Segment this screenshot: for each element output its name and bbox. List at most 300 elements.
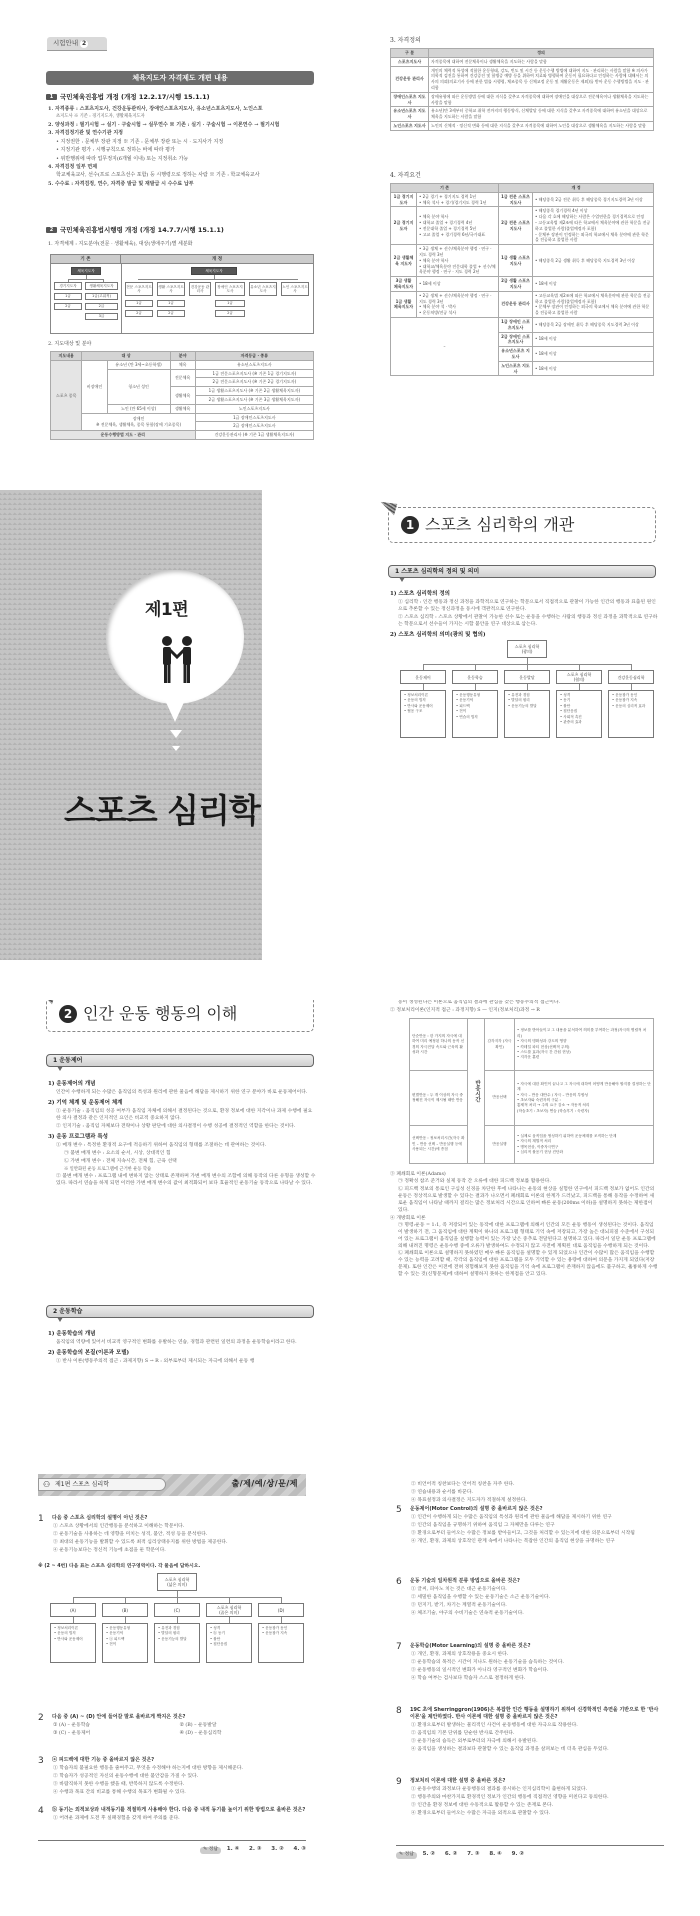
option[interactable]: ③ 연습내용과 순서를 바꾼다. xyxy=(411,1489,473,1495)
table-cell: 유소년 (만 3세~초등학생) xyxy=(107,360,170,369)
question-number: 9 xyxy=(396,1777,402,1787)
list-item: 3. 자격검정기관 및 연수기관 지정 xyxy=(48,130,123,137)
option[interactable]: ④ 학습 여부는 검사보다 학습자 스스로 결정하게 한다. xyxy=(411,1675,526,1681)
chapter-label: 제1편 스포츠 심리학 xyxy=(55,1481,110,1488)
paragraph: ④ 개방회로 이론 xyxy=(390,1215,426,1221)
org-grade: 2급 xyxy=(85,303,118,310)
list-item: • 지정기관 평가 : 시행규칙으로 정하는 바에 따라 평가 xyxy=(56,147,175,154)
bullet: • 지각운 훈련 xyxy=(517,1055,540,1060)
list-item: • 지정권한 : 문체부 장관 지정 ※ 기존 : 문체부 장관 또는 시 · 도지사가 지정 xyxy=(56,138,224,145)
bullet: • 자극에 대한 확인이 끝나고 그 자극에 대하여 어떻게 반응해야 할지를 결정하는 단계 xyxy=(517,1081,651,1092)
option[interactable]: ② 인간의 움직임을 규명하기 위하여 움직임 그 자체만을 다루는 연구 xyxy=(411,1522,555,1528)
section-title: 스포츠 심리학의 개관 xyxy=(425,515,575,534)
question-5 xyxy=(396,1506,664,1547)
question-number: 8 xyxy=(396,1706,402,1716)
diagram-list-item: • 연습의 법칙 xyxy=(456,714,478,719)
org-old-root: 체육지도자 xyxy=(71,267,101,275)
table-cell: 건강운동관리사 (※ 기존 1급 생활체육지도자) xyxy=(195,431,313,440)
table-cell: 자격종목에 대하여 전문체육이나 생활체육을 지도하는 사람을 말함 xyxy=(429,57,654,66)
table-cell: 건강운동 관리사 xyxy=(391,66,429,92)
table-cell: 체육 xyxy=(170,360,195,369)
question-text: 19C 초에 Sherringgron(1906)은 복잡한 인간 행동을 설명하기 위하여 신경학적인 측면을 기반으로 한 '반사 이론'을 제안하였다. 반사 이론에 대한 설명 중 올바르지 않은 것은? xyxy=(410,1707,659,1721)
diagram-list-item: • 전이 xyxy=(106,1642,117,1647)
handshake-icon: ⚇ xyxy=(43,1480,51,1489)
bullet: 통제적 처리 → 주의 요구 감소 → 자동적 처리 xyxy=(517,1103,590,1108)
org-grade: 2급 xyxy=(54,303,82,310)
diagram-branch: 운동발달 xyxy=(504,670,550,684)
page-expected-questions-1 xyxy=(0,1460,350,1916)
diagram-list-item: • 운동행동유형 xyxy=(106,1626,131,1630)
table-cell: • 18세 이상 xyxy=(417,277,499,292)
diagram-list-item: • 피드백 xyxy=(456,703,470,708)
question-number: 4 xyxy=(38,1806,44,1816)
diagram-list-item: • 반사와 운동제어 xyxy=(54,1636,83,1641)
paragraph: 인간이 수행하게 되는 수많은 움직임의 특성과 원리에 관한 물음에 해답을 제시하기 위한 연구 분야가 바로 운동제어이다. xyxy=(56,1089,308,1095)
diagram-branch: (D) xyxy=(258,1603,304,1617)
question-text: 운동학습(Motor Learning)의 설명 중 올바른 것은? xyxy=(410,1643,531,1649)
page-information-processing xyxy=(350,1000,700,1430)
table-cell: 장애유형에 따른 운동방법 등에 대한 지식을 갖추고 자격종목에 대하여 장애인을 대상으로 전문체육이나 생활체육을 지도하는 사람을 말함 xyxy=(429,92,654,107)
diagram-list-item: • 운동참가 지속 xyxy=(262,1631,288,1636)
table-cell: • 18세 이상 xyxy=(533,277,654,292)
option[interactable]: ① 어려운 과제에 도전 후 실패경험을 갖게 하여 주의를 준다. xyxy=(53,1815,180,1821)
table-cell: • 고등교육법 제2조에 따른 학교에서 체육분야에 관한 학문을 전공하고 졸업한 사람(졸업예정자 포함) • 문체부 장관이 인정하는 외국의 학교에서 체육 분야에 관한 학문을 전공하고 졸업한 사람 xyxy=(533,291,654,317)
diagram-branch: 스포츠 심리학 (협의) xyxy=(556,670,602,684)
answer-bar xyxy=(38,1840,306,1854)
table-cell: 반응선택 xyxy=(485,1071,515,1126)
org-new-child: 전문 스포츠지도사 xyxy=(125,282,153,296)
diagram-list-item: • 정보처리이론 xyxy=(404,693,429,697)
diagram-list xyxy=(504,690,550,738)
diagram-list xyxy=(452,690,498,738)
diagram-list-item: • 불안 xyxy=(560,703,571,708)
diagram-list-item: • ⓑ 동기 xyxy=(210,1631,225,1636)
bullet: • 칵테일 파티 현상(선택적 주의) xyxy=(517,1044,570,1049)
question-8 xyxy=(396,1707,664,1755)
diagram-branch: 운동제어 xyxy=(400,670,446,684)
option[interactable]: ③ 던지기, 받기, 차기는 계열적 운동기술이다. xyxy=(411,1602,507,1608)
section-title: 인간 운동 행동의 이해 xyxy=(83,1004,238,1023)
org-grade: 1급 xyxy=(215,300,245,307)
option[interactable]: ② 운동학습의 목적은 시간이 지나도 원하는 운동기술을 습득하는 것이다. xyxy=(411,1659,564,1665)
pencil-icon: ✎ xyxy=(399,1852,404,1857)
column-header: 지도내용 xyxy=(51,352,82,361)
option[interactable]: ② 행동주의와 마찬가지로 환경적인 정보가 인간의 행동에 직접적인 영향을 미친다고 동의한다. xyxy=(411,1794,609,1800)
org-new-child: 유소년 스포츠지도사 xyxy=(249,282,277,296)
question-1 xyxy=(38,1515,306,1556)
list-item: 4. 자격검정 일부 면제 xyxy=(48,164,98,171)
table-cell: 선택반응 : 정보처리시간(자극 확인 – 반응 선택 – 반응실행 등에 사용되는 시간)에 종점 xyxy=(410,1126,468,1164)
section-heading-2 xyxy=(46,226,224,235)
qualification-org-chart xyxy=(50,254,314,334)
diagram-list-item: • 운동의 심리적 효과 xyxy=(612,703,646,708)
diagram-branch: (C) xyxy=(154,1603,200,1617)
chapter-title: 스포츠 심리학 xyxy=(64,791,260,830)
answer-bar xyxy=(396,1845,664,1859)
question-4 xyxy=(38,1807,306,1824)
table-cell: 생활체육 xyxy=(170,387,195,405)
diagram-list-item: • 동기 xyxy=(560,698,571,703)
diagram-list-item: • 발달의 원리 xyxy=(508,698,530,703)
diagram-list-item: • 운동의 법칙 xyxy=(404,698,426,703)
diagram-branch: 스포츠 심리학 (좁은 의미) xyxy=(206,1603,252,1617)
table-cell: 노인스포츠지도사 xyxy=(195,404,313,413)
diagram-list-item: • 유전과 경험 xyxy=(158,1626,180,1630)
paragraph: ② 정보처리이론(인지적 접근 : 과정지향) S — 인지(정보처리)과정 → R xyxy=(390,1007,540,1013)
table-cell: • 해당종목 경기경력 4년 이상 • 다음 각 호에 해당하는 사람은 수업연한을 경기경력으로 인정 – 고등교육법 제2조에 따른 학교에서 체육분야에 관한 학문을 전공하고 졸업한 사람(졸업예정자 포함) – 문체부 장관이 인정하는 외국의 학교에서 체육 분야에 관한 학문을 전공하고 졸업한 사람 xyxy=(533,207,654,245)
option[interactable]: ④ 체조기술, 야구의 수비기술은 연속적 운동기술이다. xyxy=(411,1610,524,1616)
guidance-target-table xyxy=(50,351,314,440)
option[interactable]: ① (A) – 운동학습 xyxy=(53,1722,91,1728)
question-4-continued xyxy=(396,1482,664,1506)
column-header: 기 존 xyxy=(391,184,499,193)
list-item: • 위반행위에 따라 업무정지(6개월 이내) 또는 지정취소 가능 xyxy=(56,155,189,162)
option[interactable]: ④ 목표설정과 의사결정은 지도자가 적절하게 설정한다. xyxy=(411,1497,527,1503)
org-new-child: 노인 스포츠지도사 xyxy=(281,282,309,296)
question-text: 다음 중 (A) ~ (D) 안에 들어갈 말로 올바르게 짝지은 것은? xyxy=(52,1714,186,1720)
exam-header-title: 출/제/예/상/문/제 xyxy=(231,1479,298,1488)
paragraph: ① 심리학 : 인간 행동과 정신 과정을 과학적으로 연구하는 학문으로서 직접적으로 관찰이 가능한 인간의 행동과 표출된 원인으로 추론할 수 있는 정신과정을 동시에 객관적으로 연구한다. xyxy=(398,599,656,612)
question-3 xyxy=(38,1757,306,1798)
qualification-requirement-table xyxy=(390,183,654,376)
decor-triangle xyxy=(172,746,180,751)
qualification-definition-table xyxy=(390,48,654,131)
table-cell: 1급 경기지도자 xyxy=(391,192,417,207)
table-cell: 유소년스포츠 지도사 xyxy=(499,347,533,362)
table-cell: 노인의 신체적 · 정신적 변화 등에 대한 지식을 갖추고 자격종목에 대하여 노인을 대상으로 생활체육을 지도하는 사람을 말함 xyxy=(429,121,654,130)
diagram-root: 스포츠 심리학 (광의) xyxy=(507,640,547,658)
diagram-list-item: • 성격 xyxy=(210,1626,221,1630)
option[interactable]: ③ 최대의 운동기능을 발휘할 수 있도록 최적 심리상태유지를 위한 방법을 제공한다. xyxy=(53,1539,228,1545)
instruction-text: ※ (2 ~ 4번) 다음 표는 스포츠 심리학의 연구영역이다. 각 물음에 답하시오. xyxy=(38,1564,201,1569)
question-number: 7 xyxy=(396,1642,402,1652)
list-item: 츠지도사 ※ 기존 : 경기지도자, 생활체육지도자 xyxy=(56,114,145,120)
bullet: • 스트룹 효과(자극 간 간섭 현상) xyxy=(517,1049,571,1054)
diagram-list xyxy=(206,1623,252,1663)
table-cell: 2급 생활스포츠지도사 (※ 기존 3급 생활체육지도자) xyxy=(195,395,313,404)
instruction xyxy=(38,1564,306,1571)
paragraph: 동이 생성된다는 이론으로 움직임의 결과에 관심을 갖는 행동주의적 접근이다. xyxy=(398,1000,561,1005)
paragraph: ㉠ 명령:운동 = 1:1, 즉 저장되어 있는 동작에 대한 프로그램에 의해서 인간의 모든 운동 행동이 생성된다는 것이다. 움직임이 발생하기 전, 그 움직임에 대한 계획이 하나의 프로그램 형태로 기억 속에 저장되고, 가장 높은 대뇌피질 수준에서 구성되어 있는 프로그램이 움직임을 실행할 능력이 있는 가장 낮은 중추로 전달된다고 설명하고 있다. 따라서 일단 운동 프로그램에 의해 내려진 명령은 운동수행 중에 오류가 발생하여도 수정되지 않고 사전에 계획된 대로 움직임을 수행하게 되는 것이다. xyxy=(398,1222,656,1249)
diagram-list-item: • 운동기억 xyxy=(456,698,474,703)
diagram-list-item: • 운동참가 지속 xyxy=(612,698,638,703)
diagram-list-item: • 사회적 촉진 xyxy=(560,714,582,719)
option[interactable]: ④ 개인, 환경, 과제의 상호작인 관계 속에서 나타나는 복잡한 인간의 움직임 현상을 규명하는 연구 xyxy=(411,1538,615,1544)
table-cell: 반응실행 xyxy=(485,1126,515,1164)
table-cell: • 18세 이상 xyxy=(533,347,654,362)
section-number: 2 xyxy=(59,1005,77,1023)
section-title: 국민체육진흥법시행령 개정 (개정 14.7.7/시행 15.1.1) xyxy=(60,226,224,234)
org-grade: 1급(고위직) xyxy=(85,293,118,300)
table-cell: 비장애인 xyxy=(82,360,107,413)
list-item: 5. 수수료 : 자격검정, 연수, 자격증 발급 및 재발급 시 수수료 납부 xyxy=(48,180,194,187)
table-cell: • 체육 분야 학사 • 대학교 졸업 + 경기경력 4년 • 전문대학 졸업 + 경기경력 5년 • 고교 졸업 + 경기경력 6년/국가대표 xyxy=(417,207,499,245)
table-cell: • 해당종목 2급 전문 취득 후 해당종목 경기지도경력 3년 이상 xyxy=(533,192,654,207)
question-6 xyxy=(396,1578,664,1619)
diagram-list xyxy=(154,1623,200,1663)
org-old-b: 생활체육지도자 xyxy=(85,282,118,290)
column-header: 대 상 xyxy=(82,352,170,361)
reaction-time-label: 반응시간 xyxy=(468,1019,485,1164)
table-cell xyxy=(82,413,195,431)
option[interactable]: ② 운동기술을 사용하는 데 영향을 미치는 성격, 불안, 적성 등을 분석한다. xyxy=(53,1531,208,1537)
section-header xyxy=(46,1000,314,1032)
table-cell: 1급 생활 스포츠지도사 xyxy=(499,245,533,277)
option[interactable]: ④ 움직임을 생성하는 결과보다 관찰할 수 있는 움직임 과정을 살펴보는 데 더욱 관심을 두었다. xyxy=(411,1746,609,1752)
paragraph: ㉠ 불변 매개 변수 : 요소의 순서, 시상, 상대적인 힘 xyxy=(64,1150,171,1156)
diagram-list-item: • 집단응집 xyxy=(560,709,578,714)
option[interactable]: ② 학습자가 성공적인 자신의 운동수행에 대한 불안감을 가질 수 있다. xyxy=(53,1773,199,1779)
bullet: • 병목현상, 이중자극연구 xyxy=(517,1144,559,1149)
cover-pattern xyxy=(0,490,262,960)
question-number: 5 xyxy=(396,1505,402,1515)
table-cell: 2급 생활체육 지도자 xyxy=(391,245,417,277)
page-chapter-cover xyxy=(0,490,262,960)
note: ※ 일반화된 운동 프로그램에 근거한 운동 학습 xyxy=(64,1166,152,1172)
org-grade: 1급 xyxy=(125,300,153,307)
org-grade: 1급 xyxy=(54,293,82,300)
table-cell: 1급 장애인 스포츠지도사 xyxy=(499,317,533,332)
table-cell: 2급 경기지도자 xyxy=(391,207,417,245)
disabled-label: 장애인 xyxy=(132,416,145,422)
flag-icon xyxy=(381,499,400,518)
question-number: 1 xyxy=(38,1514,44,1524)
diagram-list-item: • 운동참가 동인 xyxy=(262,1626,288,1630)
option[interactable]: ③ 운동기술의 습득은 외부로부터의 자극에 의해서 유발된다. xyxy=(411,1738,538,1744)
column-header: 자격등급 · 종류 xyxy=(195,352,313,361)
subsection-header: 1 운동제어 xyxy=(46,1054,314,1067)
question-text: 운동 기술의 일차원적 분류 방법으로 올바른 것은? xyxy=(410,1578,520,1584)
pencil-icon: ✎ xyxy=(203,1847,208,1852)
bullet: • 실제로 움직임을 생성하기 위하여 운동체계를 조직하는 단계 xyxy=(517,1133,617,1138)
diagram-list-item: • ⓐ 피드백 xyxy=(106,1636,125,1641)
question-2 xyxy=(38,1714,306,1739)
answer: 2. ③ xyxy=(249,1846,262,1852)
bullet: • 자극의 명확성과 강도의 영향 xyxy=(517,1039,567,1044)
list-item: 학교체육교사, 선수(프로 스포츠선수 포함) 등 시행령으로 정하는 사람 ※ 기존 : 학교체육교사 xyxy=(56,172,260,179)
bullet: • 초보자와 숙련자의 구분 : xyxy=(517,1098,561,1102)
table-cell: 단순반응 : 한 가지의 자극에 대하여 미리 예정된 하나의 동작 신경의 자극전달 속도와 근육의 활성화 시간 xyxy=(410,1019,468,1071)
question-9 xyxy=(396,1778,664,1819)
table-cell: 3급 생활 체육지도자 xyxy=(391,277,417,292)
answer: 5. ② xyxy=(422,1851,436,1857)
org-old-header: 기 존 xyxy=(51,255,121,264)
diagram-list xyxy=(50,1623,96,1663)
table-cell: 1급 전문 스포츠지도사 xyxy=(499,192,533,207)
bullet: • 정보를 받아들이고 그 내용을 분석하여 의미를 부여하는 과정(자극의 병렬적 처리) xyxy=(517,1028,647,1038)
column-header: 개 정 xyxy=(499,184,654,193)
subsection-header: 1 스포츠 심리학의 정의 및 의미 xyxy=(388,565,656,578)
exam-guide-tag xyxy=(47,37,107,51)
option[interactable]: ① 운동수행의 과정보다 운동행동의 결과를 중시하는 인지심리학이 출현하게 되었다. xyxy=(411,1786,588,1792)
answer-label: 정답 xyxy=(208,1847,218,1852)
option[interactable]: ② 비언어적 칭찬보다는 언어적 칭찬을 자주 한다. xyxy=(411,1482,515,1487)
diagram-list-item: • 운동행동유형 xyxy=(456,693,481,697)
option[interactable]: ① 개인, 환경, 과제의 상호작용을 중요시 한다. xyxy=(411,1651,509,1657)
table-cell: 유소년스포츠지도사 xyxy=(195,360,313,369)
section-number: 1 xyxy=(401,516,419,534)
org-grade: 1급 xyxy=(157,300,185,307)
table-cell: 장애인스포츠 지도사 xyxy=(391,92,429,107)
paragraph: ② 스포츠 심리학 : 스포츠 상황에서 관찰이 가능한 선수 또는 운동을 수행하는 사람의 행동과 정신 과정을 과학적으로 연구하는 학문으로서 선수들이 가지는 시합 불안을 연구 대상으로 삼는다. xyxy=(398,614,658,627)
answer: 7. ③ xyxy=(467,1851,480,1857)
table-cell: 2급 전문스포츠지도사 (※ 기존 2급 경기지도자) xyxy=(195,378,313,387)
table-cell: – xyxy=(391,317,499,375)
reaction-time-table xyxy=(409,1018,654,1164)
org-grade: 2급 xyxy=(157,310,185,317)
flag-icon xyxy=(39,1000,58,1006)
org-grade: 3급 xyxy=(85,313,118,320)
table-cell: 노인스포츠 지도사 xyxy=(391,121,429,130)
page-expected-questions-2 xyxy=(350,1460,700,1916)
table-cell: • 18세 이상 xyxy=(533,361,654,376)
org-old-a: 경기지도자 xyxy=(54,282,82,290)
table-cell: 노인스포츠 지도사 xyxy=(499,361,533,376)
motor-learning-text xyxy=(48,1328,316,1367)
option[interactable]: ④ 운동기능보다는 정신적 기능에 초점을 둔 학문이다. xyxy=(53,1547,166,1553)
table-cell: 2급 장애인 스포츠지도사 xyxy=(499,332,533,347)
org-new-child: 생활 스포츠지도사 xyxy=(157,282,185,296)
section-title: 3. 자격정의 xyxy=(390,37,421,44)
paragraph: ㉠ 정확성 참조 준거와 실제 동작 간 오류에 대한 피드백 정보를 활용한다. xyxy=(398,1178,551,1184)
table-cell: 유소년(만 3세부터 중학교 취학 전까지의 행동양식, 신체발달 등에 대한 지식을 갖추고 자격종목에 대하여 유소년을 대상으로 체육을 지도하는 사람을 말함 xyxy=(429,107,654,122)
decor-triangle xyxy=(170,730,182,738)
table-cell: 1급 생활 체육지도자 xyxy=(391,291,417,317)
section-badge: 2 xyxy=(46,227,57,233)
diagram-list-item: • 운동기능의 발달 xyxy=(158,1636,187,1641)
option[interactable]: ② 움직임의 기본 단위를 단순한 반사로 간주한다. xyxy=(411,1730,515,1736)
diagram-list-item: • 반사와 운동제어 xyxy=(404,703,433,708)
table-cell: 개인의 체력적 특성에 적합한 운동형태, 강도, 빈도 및 시간 등 운동수행 방법에 대하여 지도 · 관리하는 사람을 말함 ※ 의사가 의학적 검진을 통하여 건강증진 및 합병증 예방 등을 위하여 치료와 병행하여 운동이 필요하다고 인정하는 사람에 대해서는 의사의 의뢰(의료기사 등에 관한 법률 시행령, 체조종목 등 신체교정 운동 및 재활운동은 제외)를 받아 운동 수행방법을 지도 · 관리함 xyxy=(429,66,654,92)
question-number: 3 xyxy=(38,1756,44,1766)
diagram-list-item: • 운동기능의 발달 xyxy=(508,703,537,708)
table-cell: 2급 전문 스포츠지도사 xyxy=(499,207,533,245)
bullet: • 자극의 계열적 처리 xyxy=(517,1139,552,1144)
handshake-icon xyxy=(157,635,197,685)
option[interactable]: ④ (D) – 운동심리학 xyxy=(179,1730,222,1736)
diagram-list-item: • 전이 xyxy=(456,709,467,714)
org-grade: 2급 xyxy=(125,310,153,317)
table-cell: 건강운동 관리사 xyxy=(499,291,533,317)
table-cell: • 해당종목 2급 장애인 취득 후 해당종목 지도경력 3년 이상 xyxy=(533,317,654,332)
question-number: 6 xyxy=(396,1577,402,1587)
org-new-root: 체육지도자 xyxy=(191,267,237,275)
table-cell: 2급 생활 스포츠지도사 xyxy=(499,277,533,292)
option[interactable]: ① 환경으로부터 발생하는 물리적인 사건이 운동행동에 대한 자극으로 작용한다. xyxy=(411,1723,578,1728)
subheading: 1) 스포츠 심리학의 정의 xyxy=(390,591,450,597)
section-header xyxy=(388,507,656,543)
subheading: 2) 운동학습의 본질(이론과 모델) xyxy=(48,1349,130,1356)
definition-text xyxy=(390,588,658,641)
diagram-branch: (A) xyxy=(50,1603,96,1617)
diagram-list xyxy=(400,690,446,738)
subheading: 2) 스포츠 심리학의 의미(광의 및 협의) xyxy=(390,631,486,638)
table-cell: • 해당종목 2급 생활 취득 후 해당종목 지도경력 3년 이상 xyxy=(533,245,654,277)
table-cell: 스포츠지도사 xyxy=(391,57,429,66)
table-cell: • 2급 생체 + 선수/체육분야 행정 · 연구 · 지도 경력 3년 • 체육 분야 석 · 박사 • 운동처방/전공 석사 xyxy=(417,291,499,317)
diagram-list xyxy=(102,1623,148,1663)
option[interactable]: ④ 환경으로부터 들어오는 수많은 자극을 외적으로 관찰할 수 있다. xyxy=(411,1810,551,1816)
table-cell: 유소년스포츠 지도사 xyxy=(391,107,429,122)
theory-text xyxy=(390,1172,658,1280)
table-cell: 스포츠 종목 xyxy=(51,360,82,430)
diagram-root: 스포츠 심리학 (넓은 의미) xyxy=(157,1573,197,1591)
option[interactable]: ③ 인간을 환경 정보에 대한 수동적으로 활용할 수 있는 존재로 본다. xyxy=(411,1802,554,1808)
paragraph: ① 운동기술 : 움직임의 성공 여부가 움직임 자체에 의해서 결정된다는 것으로, 환경 정보에 대한 지각이나 과제 수행에 필요한 의사 결정과 같은 인지적인 요인은 비교적 중요하지 않다. xyxy=(56,1108,313,1121)
diagram-branch: (B) xyxy=(102,1603,148,1617)
question-number: 2 xyxy=(38,1713,44,1723)
answer: 4. ③ xyxy=(293,1846,306,1852)
diagram-list xyxy=(608,690,654,738)
tag-label: 시험안내 xyxy=(53,39,79,47)
option[interactable]: ① 인간이 수행하게 되는 수많은 움직임의 특성과 원리에 관한 물음에 해답을 제시하기 위한 연구 xyxy=(411,1514,612,1520)
question-7 xyxy=(396,1643,664,1684)
diagram-list-item: • 성격 xyxy=(560,693,571,697)
option[interactable]: ③ 바람직하지 못한 수행을 했을 때, 반복하지 않도록 수정한다. xyxy=(53,1781,185,1787)
paragraph: ① 반사 이론(행동주의적 접근 : 과제지향) S → R : 외부로부터 제시되는 자극에 의해서 운동 행 xyxy=(56,1358,255,1364)
option[interactable]: ③ 운동행동의 일시적인 변화가 아니라 영구적인 변화가 학습이다. xyxy=(411,1667,549,1673)
paragraph: ② 불변 매개 변수 : 프로그램 내에 변하지 않는 상태로 존재하며 가변 매개 변수의 조합에 의해 동작의 다른 유형을 생성할 수 있다. 따라서 연습을 하게 되면 이러한 가변 매개 변수의 값이 최적화되어 보다 효율적인 운동기술 동작으로 나타날 수 있다. xyxy=(56,1173,316,1186)
paragraph: 움직임의 역량에 있어서 비교적 영구적인 변화를 유발하는 연습, 경험과 관련된 일련의 과정을 운동학습이라고 한다. xyxy=(56,1339,297,1345)
bullet: • 심리적 불응기 현상 진단화 xyxy=(517,1149,564,1154)
motor-control-text xyxy=(48,1078,316,1189)
diagram-list-item: • 관중의 효과 xyxy=(560,719,582,724)
option[interactable]: ③ 환경으로부터 들어오는 수많은 정보를 받아들이고, 그것을 처리할 수 있는지에 대한 의문으로부터 시작됨 xyxy=(411,1530,635,1536)
answer-label: 정답 xyxy=(404,1852,414,1857)
chapter-number: 제1편 xyxy=(145,600,189,620)
option[interactable]: ② 세밀한 움직임을 수행할 수 있는 운동기술은 소근 운동기술이다. xyxy=(411,1594,551,1600)
question-text: 정보처리 이론에 대한 설명 중 올바른 것은? xyxy=(410,1778,506,1784)
table-cell: • 18세 이상 xyxy=(533,332,654,347)
page-banner: 체육지도자 자격제도 개편 내용 xyxy=(46,71,314,85)
option[interactable]: ① 스포츠 상황에서의 인간행동을 분석하고 이해하는 학문이다. xyxy=(53,1523,185,1529)
diagram-list-item: • 운동의 법칙 xyxy=(54,1631,76,1636)
table-cell: 전문체육 xyxy=(170,369,195,387)
option[interactable]: ③ (C) – 운동제어 xyxy=(53,1730,91,1736)
page-human-movement xyxy=(0,1000,350,1430)
table-cell: 생활체육 xyxy=(170,404,195,413)
answer: 3. ② xyxy=(271,1846,284,1852)
table-cell: 1급 생활스포츠지도사 (※ 기존 2급 생활체육지도자) xyxy=(195,387,313,396)
option[interactable]: ① 학습자의 불필요한 행동을 줄여주고, 무엇을 수정해야 하는지에 대한 방향을 제시해준다. xyxy=(53,1765,243,1771)
question-text: 다음 중 스포츠 심리학의 설명이 아닌 것은? xyxy=(52,1515,148,1521)
option[interactable]: ④ 수행과 목표 간의 비교를 통해 수행의 목표가 변화될 수 있다. xyxy=(53,1789,186,1795)
paragraph: ② 인지기술 : 움직임 자체보다 전략이나 상황 판단에 대한 의사결정이 수행 성공에 결정적인 역할을 한다는 것이다. xyxy=(56,1123,296,1129)
diagram-list-item: • 발달의 원리 xyxy=(158,1631,180,1636)
diagram-list-item: • 정보처리이론 xyxy=(54,1626,79,1630)
page-sport-psychology-overview xyxy=(350,490,700,960)
diagram-list-item: • 유전과 경험 xyxy=(508,693,530,697)
answer: 1. ④ xyxy=(226,1846,240,1852)
question-text: 운동제어(Motor Control)의 설명 중 올바르지 않은 것은? xyxy=(410,1506,543,1512)
answer: 9. ② xyxy=(511,1851,525,1857)
question-text: ⓐ 피드백에 대한 기능 중 올바르지 않은 것은? xyxy=(52,1757,155,1763)
table-cell: 청소년 성인 xyxy=(107,369,170,404)
option[interactable]: ② (B) – 운동발달 xyxy=(179,1722,217,1728)
bubble-tail xyxy=(165,700,185,722)
column-header: 구 분 xyxy=(391,49,429,58)
table-cell: 1급 전문스포츠지도사 (※ 기존 1급 경기지도자) xyxy=(195,369,313,378)
paragraph: ③ 폐쇄회로 이론(Adams) xyxy=(390,1172,446,1177)
diagram-branch: 운동학습 xyxy=(452,670,498,684)
page-exam-guide xyxy=(0,0,350,490)
column-header: 분야 xyxy=(170,352,195,361)
table-cell: 1급 장애인스포츠지도사 xyxy=(195,413,313,422)
option[interactable]: ① 글씨, 피아노 치는 것은 대근 운동기술이다. xyxy=(411,1586,507,1592)
org-grade: 2급 xyxy=(215,310,245,317)
subheading: 1) 운동제어의 개념 xyxy=(48,1081,96,1087)
table-cell: • 3급 생체 + 선수/체육분야 행정 · 연구 · 지도 경력 3년 • 체육 분야 학사 • 대학교/체육분야 전문대학 졸업 + 선수/체육분야 행정 · 연구 · 지도 경력 2년 xyxy=(417,245,499,277)
